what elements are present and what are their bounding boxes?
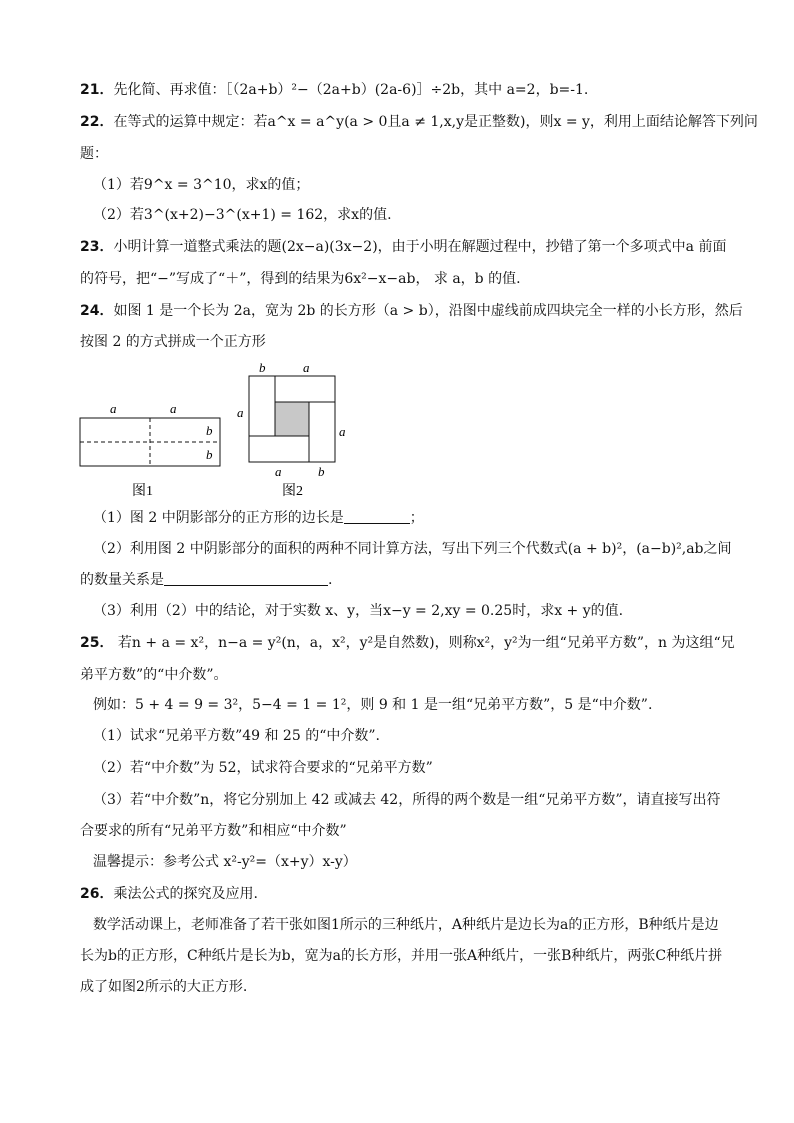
fig2-shaded-square [275,402,309,436]
q22-text1: 在等式的运算中规定：若a^x = a^y(a > 0且a ≠ 1,x,y是正整数)，则x = y，利用上面结论解答下列问 [113,114,758,130]
q24-text1: 如图 1 是一个长为 2a，宽为 2b 的长方形（a > b），沿图中虚线前成四块完全一样的小长方形，然后 [113,303,743,319]
q25-line1 [80,633,735,653]
q26-title-line [80,884,258,904]
q25-number: 25． [80,635,114,651]
fig1-label-b-top: b [206,423,213,438]
q21-number: 21． [80,82,114,98]
q25-example: 例如：5 + 4 = 9 = 3²，5−4 = 1 = 1²，则 9 和 1 是一组“兄弟平方数”，5 是“中介数”. [93,697,653,713]
q24-part1-answer-blank[interactable] [344,509,410,524]
q26-title: 乘法公式的探究及应用. [113,886,258,902]
q24-part2-end: . [328,572,333,588]
q25-part3-line1: （3）若“中介数”n，将它分别加上 42 或减去 42，所得的两个数是一组“兄弟平方数”，请直接写出符 [93,792,721,808]
figure-1 [72,396,232,502]
q22-part2: （2）若3^(x+2)−3^(x+1) = 162，求x的值. [93,207,392,223]
q24-part1-text: （1）图 2 中阴影部分的正方形的边长是 [93,510,344,526]
fig2-label-bottom-b: b [318,464,325,479]
q22-number: 22． [80,114,114,130]
q22-line2: 题： [80,146,108,162]
q25-part3-line2: 合要求的所有“兄弟平方数”和相应“中介数” [80,823,347,839]
q26-line2: 长为b的正方形，C种纸片是长为b，宽为a的长方形，并用一张A种纸片，一张B种纸片，两张C种纸片拼 [80,948,723,964]
q24-part1-end: ； [409,510,424,526]
figure-2 [232,358,362,502]
q25-part1: （1）试求“兄弟平方数”49 和 25 的“中介数”. [93,728,380,744]
fig1-caption: 图1 [132,484,153,499]
q25-text1: 若n + a = x²，n−a = y²(n，a，x²，y²是自然数)，则称x²，y²为一组“兄弟平方数”，n 为这组“兄 [113,635,735,651]
q24-line2: 按图 2 的方式拼成一个正方形 [80,334,266,350]
q24-part3: （3）利用（2）中的结论，对于实数 x、y，当x−y = 2,xy = 0.25时，求x + y的值. [93,603,624,619]
fig2-label-top-a: a [303,360,310,375]
q25-hint: 温馨提示：参考公式 x²-y²=（x+y）x-y） [93,854,357,870]
q24-part2-answer-blank[interactable] [164,571,328,586]
fig1-label-a-right: a [170,401,177,416]
q21-text: 先化简、再求值：［（2a+b）²−（2a+b）(2a-6)］÷2b，其中 a=2，b=-1. [113,82,589,98]
q22-part1: （1）若9^x = 3^10，求x的值； [93,177,310,193]
fig1-label-b-bottom: b [206,447,213,462]
q24-number: 24． [80,303,114,319]
q23-number: 23． [80,239,114,255]
fig2-label-top-b: b [259,360,266,375]
q22-line1 [80,112,758,132]
fig2-label-bottom-a: a [275,464,282,479]
q21 [80,80,588,100]
q26-line3: 成了如图2所示的大正方形. [80,979,248,995]
q23-text1: 小明计算一道整式乘法的题(2x−a)(3x−2)，由于小明在解题过程中，抄错了第一个多项式中a 前面 [113,239,727,255]
q24-part2-line1: （2）利用图 2 中阴影部分的面积的两种不同计算方法，写出下列三个代数式(a + b)²，(a−b)²,ab之间 [93,541,732,557]
q23-line2: 的符号，把“−”写成了“＋”，得到的结果为6x²−x−ab， 求 a，b 的值. [80,271,521,287]
q24-part2-text2: 的数量关系是 [80,572,164,588]
q24-part1 [93,508,424,528]
q23-line1 [80,237,726,257]
fig2-caption: 图2 [282,484,303,499]
fig1-label-a-left: a [110,401,117,416]
q26-number: 26． [80,886,114,902]
fig2-label-right-a: a [339,424,346,439]
q26-line1: 数学活动课上，老师准备了若干张如图1所示的三种纸片，A种纸片是边长为a的正方形，B种纸片是边 [93,917,719,933]
q24-part2-line2 [80,570,332,590]
q24-line1 [80,301,743,321]
q25-line2: 弟平方数”的“中介数”。 [80,667,228,683]
fig2-label-left-a: a [237,405,244,420]
q25-part2: （2）若“中介数”为 52，试求符合要求的“兄弟平方数” [93,760,433,776]
